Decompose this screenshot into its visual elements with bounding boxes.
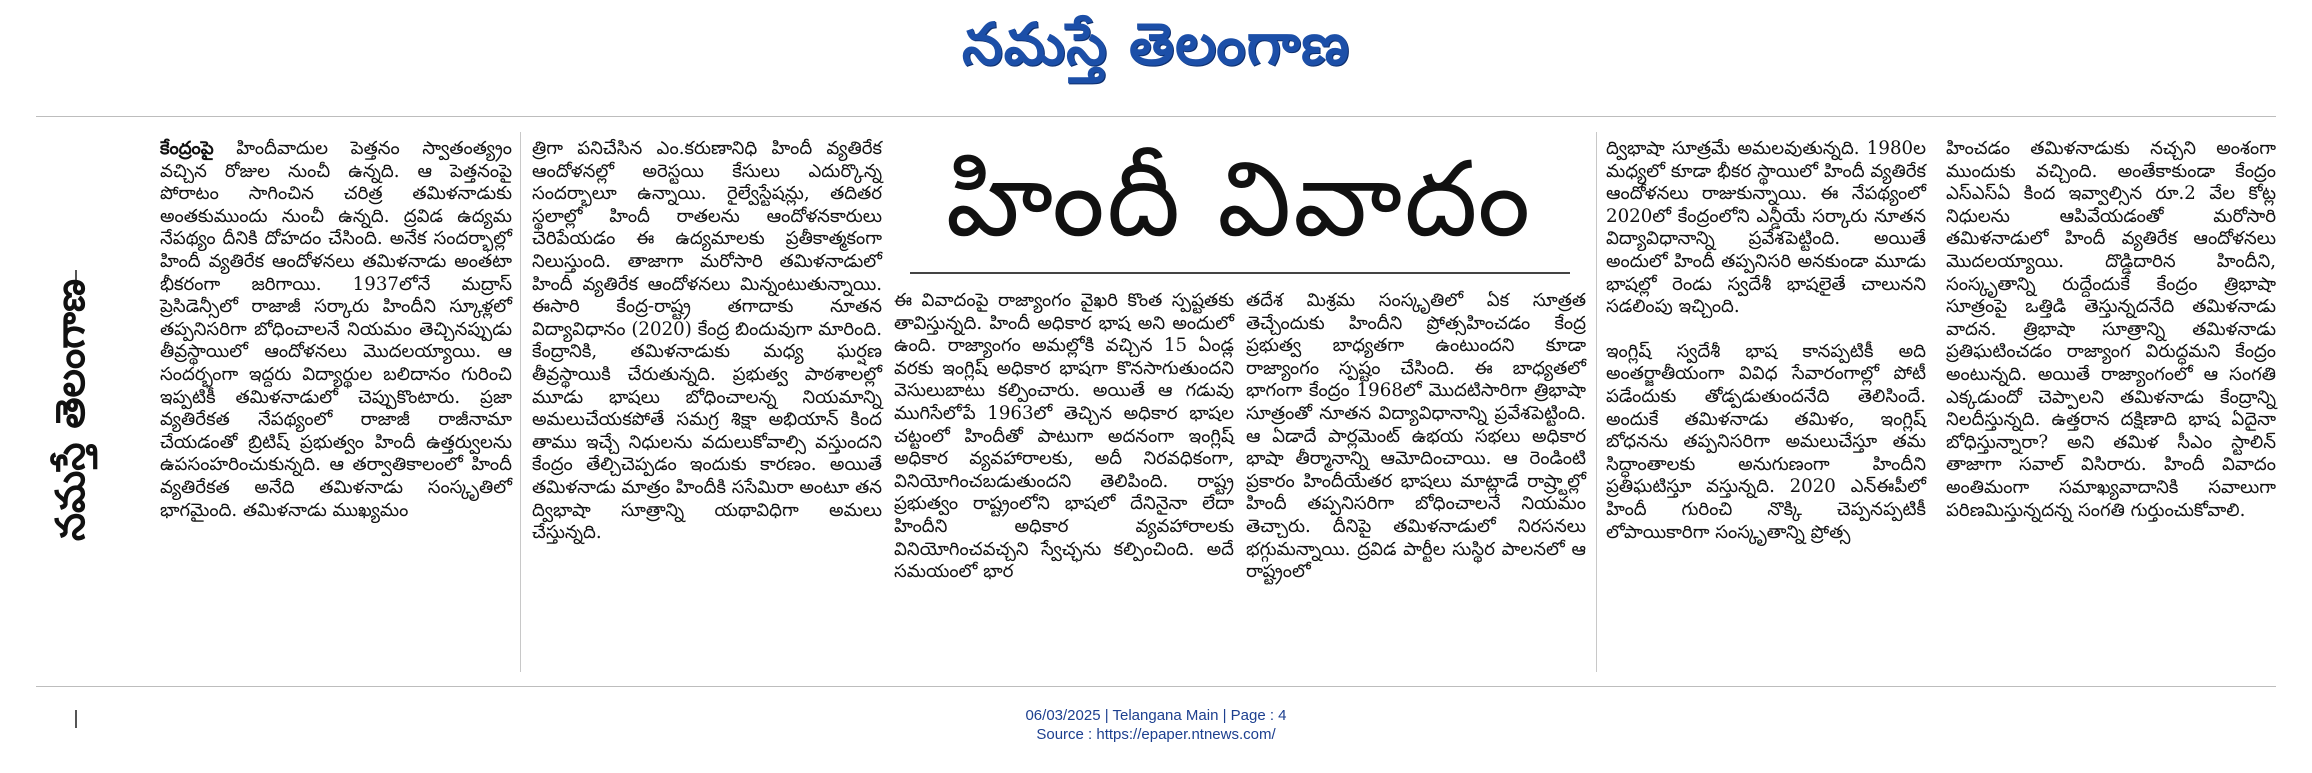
article-paragraph bbox=[160, 138, 512, 522]
newspaper-logo: నమస్తే తెలంగాణ bbox=[962, 10, 1350, 78]
column-1-text: హిందీవాదుల పెత్తనం స్వాతంత్య్రం వచ్చిన రోజుల నుంచీ ఉన్నది. ఆ పెత్తనంపై పోరాటం సాగించిన చరిత్ర తమిళనాడుకు అంతకుముందు నుంచీ ఉన్నది. ద్రవిడ ఉద్యమ నేపథ్యం దీనికి దోహదం చేసింది. అనేక సందర్భాల్లో హిందీ వ్యతిరేక ఆందోళనలు తమిళనాడు అంతటా భీకరంగా జరిగాయి. 1937లోనే మద్రాస్ ప్రెసిడెన్సీలో రాజాజీ సర్కారు హిందీని స్కూళ్లలో తప్పనిసరిగా బోధించాలనే నియమం తెచ్చినప్పుడు తీవ్రస్థాయిలో ఆందోళనలు మొదలయ్యాయి. ఆ సందర్భంగా ఇద్దరు విద్యార్థుల బలిదానం గురించి ఇప్పటికీ తమిళనాడులో చెప్పుకొంటారు. ప్రజా వ్యతిరేకత నేపథ్యంలో రాజాజీ రాజీనామా చేయడంతో బ్రిటిష్ ప్రభుత్వం హిందీ ఉత్తర్వులను ఉపసంహరించుకున్నది. ఆ తర్వాతికాలంలో హిందీ వ్యతిరేకత అనేది తమిళనాడు సంస్కృతిలో భాగమైంది. తమిళనాడు ముఖ్యమం bbox=[160, 138, 512, 521]
column-5-text-a: ద్విభాషా సూత్రమే అమలవుతున్నది. 1980ల మధ్యలో కూడా భీకర స్థాయిలో హిందీ వ్యతిరేక ఆందోళనలు రాజుకున్నాయి. ఈ నేపథ్యంలో 2020లో కేంద్రంలోని ఎన్డీయే సర్కారు నూతన విద్యావిధానాన్ని ప్రవేశపెట్టింది. అయితే అందులో హిందీ తప్పనిసరి అనకుండా మూడు భాషల్లో రెండు స్వదేశీ భాషలైతే చాలునని సడలింపు ఇచ్చింది. bbox=[1606, 138, 1926, 318]
headline: హిందీ వివాదం bbox=[945, 138, 1533, 260]
footer-edition-info: 06/03/2025 | Telangana Main | Page : 4 bbox=[1025, 707, 1287, 724]
column-divider bbox=[1596, 132, 1597, 672]
column-2-text: త్రిగా పనిచేసిన ఎం.కరుణానిధి హిందీ వ్యతిరేక ఆందోళనల్లో అరెస్టయి కేసులు ఎదుర్కొన్న సందర్భాలూ ఉన్నాయి. రైల్వేస్టేషన్లు, తదితర స్థలాల్లో హిందీ రాతలను ఆందోళనకారులు చెరిపేయడం ఈ ఉద్యమాలకు ప్రతీకాత్మకంగా నిలుస్తుంది. తాజాగా మరోసారి తమిళనాడులో హిందీ వ్యతిరేక ఆందోళనలు మిన్నంటుతున్నాయి. ఈసారి కేంద్ర-రాష్ట్ర తగాదాకు నూతన విద్యావిధానం (2020) కేంద్ర బిందువుగా మారింది. కేంద్రానికి, తమిళనాడుకు మధ్య ఘర్షణ తీవ్రస్థాయికి చేరుతున్నది. ప్రభుత్వ పాఠశాలల్లో మూడు భాషలు బోధించాలన్న నియమాన్ని అమలుచేయకపోతే సమగ్ర శిక్షా అభియాన్ కింద తాము ఇచ్చే నిధులను వదులుకోవాల్సి వస్తుందని కేంద్రం తేల్చిచెప్పడం ఇందుకు కారణం. అయితే తమిళనాడు మాత్రం హిందీకి ససేమిరా అంటూ తన ద్విభాషా సూత్రాన్ని యథావిధిగా అమలు చేస్తున్నది. bbox=[532, 138, 882, 544]
article-column-1 bbox=[160, 138, 512, 522]
headline-underline bbox=[910, 272, 1570, 274]
article-column-3 bbox=[894, 290, 1234, 584]
article-column-5 bbox=[1606, 138, 1926, 544]
column-6-text: హించడం తమిళనాడుకు నచ్చని అంశంగా ముందుకు వచ్చింది. అంతేకాకుండా కేంద్రం ఎస్ఎస్ఏ కింద ఇవ్వాల్సిన రూ.2 వేల కోట్ల నిధులను ఆపివేయడంతో మరోసారి తమిళనాడులో హిందీ వ్యతిరేక ఆందోళనలు మొదలయ్యాయి. దొడ్డిదారిన హిందీని, సంస్కృతాన్ని రుద్దేందుకే కేంద్రం త్రిభాషా సూత్రంపై ఒత్తిడి తెస్తున్నదనేది తమిళనాడు వాదన. త్రిభాషా సూత్రాన్ని తమిళనాడు ప్రతిఘటించడం రాజ్యాంగ విరుద్ధమని కేంద్రం అంటున్నది. అయితే రాజ్యాంగంలో ఆ సంగతి ఎక్కడుందో చెప్పాలని తమిళనాడు కేంద్రాన్ని నిలదీస్తున్నది. ఉత్తరాన దక్షిణాది భాష ఏదైనా బోధిస్తున్నారా? అని తమిళ సీఎం స్టాలిన్ తాజాగా సవాల్ విసిరారు. హిందీ వివాదం అంతిమంగా సమాఖ్యవాదానికి సవాలుగా పరిణమిస్తున్నదన్న సంగతి గుర్తుంచుకోవాలి. bbox=[1946, 138, 2276, 521]
lead-word: కేంద్రంపై bbox=[160, 138, 214, 159]
side-brand-vertical bbox=[44, 190, 108, 630]
column-5-text-b: ఇంగ్లిష్ స్వదేశీ భాష కానప్పటికీ అది అంతర్జాతీయంగా వివిధ సేవారంగాల్లో పోటీ పడేందుకు తోడ్పడుతుందనేది తెలిసిందే. అందుకే తమిళనాడు తమిళం, ఇంగ్లిష్ బోధనను తప్పనిసరిగా అమలుచేస్తూ తమ సిద్ధాంతాలకు అనుగుణంగా హిందీని ప్రతిఘటిస్తూ వస్తున్నది. 2020 ఎన్ఈపీలో హిందీ గురించి నొక్కి చెప్పనప్పటికీ లోపాయికారిగా సంస్కృతాన్ని ప్రోత్స bbox=[1606, 340, 1926, 543]
column-4-text: తదేశ మిశ్రమ సంస్కృతిలో ఏక సూత్రత తెచ్చేందుకు హిందీని ప్రోత్సహించడం కేంద్ర ప్రభుత్వ బాధ్యతగా ఉంటుందని కూడా రాజ్యాంగం స్పష్టం చేసింది. ఈ బాధ్యతలో భాగంగా కేంద్రం 1968లో మొదటిసారిగా త్రిభాషా సూత్రంతో నూతన విద్యావిధానాన్ని ప్రవేశపెట్టింది. ఆ ఏడాదే పార్లమెంట్ ఉభయ సభలు అధికార భాషా తీర్మానాన్ని ఆమోదించాయి. ఆ రెండింటి ప్రకారం హిందీయేతర భాషలు మాట్లాడే రాష్ర్టాల్లో హిందీ తప్పనిసరిగా బోధించాలనే నియమం తెచ్చారు. దీనిపై తమిళనాడులో నిరసనలు భగ్గుమన్నాయి. ద్రవిడ పార్టీల సుస్థిర పాలనలో ఆ రాష్ట్రంలో bbox=[1246, 290, 1586, 583]
side-brand-text: నమస్తే తెలంగాణ bbox=[48, 278, 95, 542]
footer-source[interactable]: Source : https://epaper.ntnews.com/ bbox=[1036, 726, 1276, 743]
article-column-6 bbox=[1946, 138, 2276, 522]
bottom-divider bbox=[36, 686, 2276, 687]
article-column-4 bbox=[1246, 290, 1586, 584]
column-3-text: ఈ వివాదంపై రాజ్యాంగం వైఖరి కొంత స్పష్టతకు తావిస్తున్నది. హిందీ అధికార భాష అని అందులో ఉంది. రాజ్యాంగం అమల్లోకి వచ్చిన 15 ఏండ్ల వరకు ఇంగ్లిష్ అధికార భాషగా కొనసాగుతుందని వెసులుబాటు కల్పించారు. అయితే ఆ గడువు ముగిసేలోపే 1963లో తెచ్చిన అధికార భాషల చట్టంలో హిందీతో పాటుగా అదనంగా ఇంగ్లిష్ అధికార వ్యవహారాలకు, అదీ నిరవధికంగా, వినియోగించబడుతుందని తెలిపింది. రాష్ట్ర ప్రభుత్వం రాష్ట్రంలోని భాషలో దేనినైనా లేదా హిందీని అధికార వ్యవహారాలకు వినియోగించవచ్చని స్వేచ్ఛను కల్పించింది. అదే సమయంలో భార bbox=[894, 290, 1234, 583]
footer bbox=[0, 706, 2312, 744]
column-divider bbox=[520, 132, 521, 672]
masthead bbox=[0, 0, 2312, 92]
side-brand bbox=[36, 130, 116, 670]
top-divider bbox=[36, 116, 2276, 117]
article-column-2 bbox=[532, 138, 882, 545]
